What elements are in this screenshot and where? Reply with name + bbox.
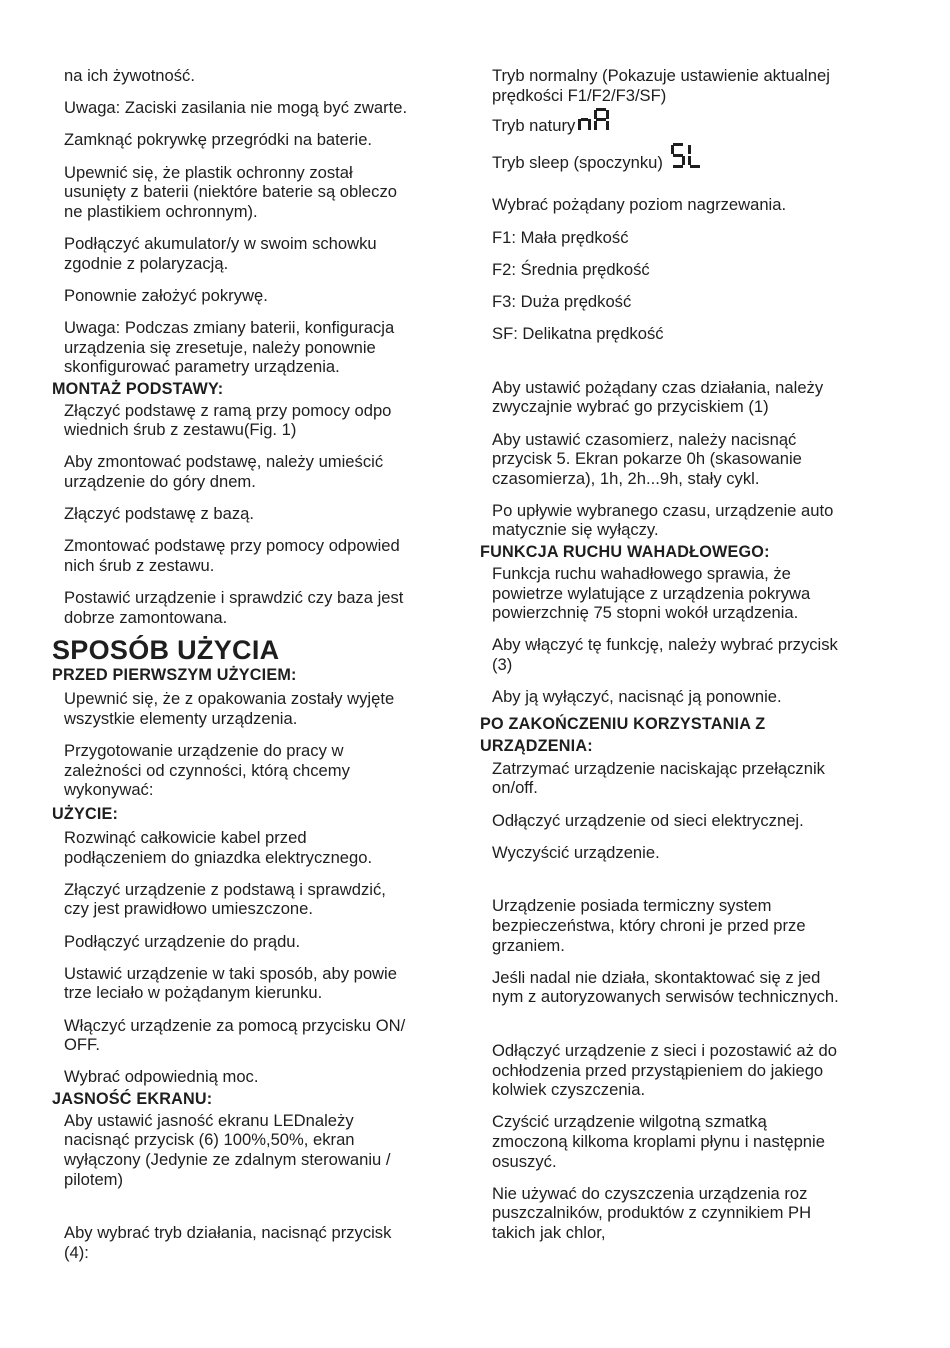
paragraph-po-2: Odłączyć urządzenie od sieci elektrycznej. [492, 810, 804, 830]
left-column [52, 66, 452, 1262]
heading-jasnosc-ekranu: JASNOŚĆ EKRANU: [52, 1089, 213, 1108]
paragraph-tryb-sleep-row [480, 143, 890, 173]
paragraph-funkcja-3: Aby ją wyłączyć, nacisnąć ją ponownie. [492, 687, 782, 707]
paragraph-montaz-5: Postawić urządzenie i sprawdzić czy baza jest dobrze zamontowana. [64, 588, 404, 627]
paragraph-czas-3: Po upływie wybranego czasu, urządzenie auto matycznie się wyłączy. [492, 500, 834, 540]
paragraph-termo-1: Urządzenie posiada termiczny system bezpieczeństwa, który chroni je przed prze grzaniem. [492, 896, 806, 955]
paragraph-sf: SF: Delikatna prędkość [492, 324, 664, 344]
section-title-sposob-uzycia: SPOSÓB UŻYCIA [52, 635, 280, 666]
paragraph-uwaga-baterie: Uwaga: Podczas zmiany baterii, konfiguracja urządzenia się zresetuje, należy ponownie skonfigurować parametry urządzenia. [64, 317, 395, 377]
paragraph-funkcja-2: Aby włączyć tę funkcję, należy wybrać przycisk (3) [492, 635, 838, 675]
paragraph-termo-2: Jeśli nadal nie działa, skontaktować się z jed nym z autoryzowanych serwisów technicznych. [492, 967, 839, 1007]
paragraph-intro: na ich żywotność. [64, 66, 195, 85]
paragraph-uzycie-2: Złączyć urządzenie z podstawą i sprawdzić, czy jest prawidłowo umieszczone. [64, 879, 386, 919]
paragraph-po-3: Wyczyścić urządzenie. [492, 842, 660, 862]
paragraph-montaz-1: Złączyć podstawę z ramą przy pomocy odpo wiednich śrub z zestawu(Fig. 1) [64, 400, 392, 440]
paragraph-uzycie-5: Włączyć urządzenie za pomocą przycisku ON/ OFF. [64, 1015, 406, 1055]
paragraph-uwaga-zaciski: Uwaga: Zaciski zasilania nie mogą być zwarte. [64, 98, 408, 118]
paragraph-funkcja-1: Funkcja ruchu wahadłowego sprawia, że powietrze wylatujące z urządzenia pokrywa powierzchnię 75 stopni wokół urządzenia. [492, 564, 811, 623]
paragraph-uzycie-4: Ustawić urządzenie w taki sposób, aby powie trze leciało w pożądanym kierunku. [64, 963, 397, 1003]
paragraph-czyszczenie-3: Nie używać do czyszczenia urządzenia roz puszczalników, produktów z czynnikiem PH takich jak chlor, [492, 1183, 812, 1242]
paragraph-czyszczenie-2: Czyścić urządzenie wilgotną szmatką zmoczoną kilkoma kroplami płynu i następnie osuszyć. [492, 1112, 825, 1171]
seven-segment-sl-icon [670, 143, 702, 169]
paragraph-tryb-natury: Tryb natury [492, 116, 576, 136]
heading-funkcja-ruchu: FUNKCJA RUCHU WAHADŁOWEGO: [480, 543, 770, 562]
paragraph-f3: F3: Duża prędkość [492, 291, 632, 311]
heading-uzycie: UŻYCIE: [52, 804, 119, 823]
paragraph-uzycie-6: Wybrać odpowiednią moc. [64, 1067, 259, 1087]
paragraph-przed-1: Upewnić się, że z opakowania zostały wyjęte wszystkie elementy urządzenia. [64, 689, 395, 728]
paragraph-uzycie-1: Rozwinąć całkowicie kabel przed podłączeniem do gniazdka elektrycznego. [64, 827, 373, 867]
paragraph-f1: F1: Mała prędkość [492, 227, 629, 247]
paragraph-pokrywka: Zamknąć pokrywkę przegródki na baterie. [64, 130, 373, 150]
paragraph-tryb-sleep: Tryb sleep (spoczynku) [492, 152, 663, 172]
paragraph-ponownie: Ponownie założyć pokrywę. [64, 285, 268, 305]
heading-po-zakonczeniu: PO ZAKOŃCZENIU KORZYSTANIA Z URZĄDZENIA: [480, 714, 766, 755]
heading-montaz-podstawy: MONTAŻ PODSTAWY: [52, 379, 224, 398]
paragraph-tryb-dzialania: Aby wybrać tryb działania, nacisnąć przycisk (4): [64, 1223, 392, 1262]
paragraph-montaz-2: Aby zmontować podstawę, należy umieścić urządzenie do góry dnem. [64, 452, 384, 492]
paragraph-przed-2: Przygotowanie urządzenie do pracy w zależności od czynności, którą chcemy wykonywać: [64, 741, 350, 800]
paragraph-czyszczenie-1: Odłączyć urządzenie z sieci i pozostawić aż do ochłodzenia przed przystąpieniem do jakiego kolwiek czyszczenia. [492, 1040, 837, 1100]
paragraph-uzycie-3: Podłączyć urządzenie do prądu. [64, 931, 301, 951]
paragraph-czas-1: Aby ustawić pożądany czas działania, należy zwyczajnie wybrać go przyciskiem (1) [492, 377, 824, 417]
paragraph-montaz-4: Zmontować podstawę przy pomocy odpowied nich śrub z zestawu. [64, 536, 400, 576]
heading-przed-pierwszym-uzyciem: PRZED PIERWSZYM UŻYCIEM: [52, 666, 297, 685]
paragraph-czas-2: Aby ustawić czasomierz, należy nacisnąć przycisk 5. Ekran pokarze 0h (skasowanie czasomierza), 1h, 2h...9h, stały cykl. [492, 429, 802, 488]
right-column [480, 66, 890, 1242]
paragraph-f2: F2: Średnia prędkość [492, 259, 650, 279]
seven-segment-na-icon [577, 108, 611, 132]
paragraph-po-1: Zatrzymać urządzenie naciskając przełącznik on/off. [492, 758, 825, 798]
paragraph-tryb-normalny: Tryb normalny (Pokazuje ustawienie aktualnej prędkości F1/F2/F3/SF) [492, 66, 830, 105]
paragraph-montaz-3: Złączyć podstawę z bazą. [64, 504, 254, 524]
paragraph-plastik: Upewnić się, że plastik ochronny został usunięty z baterii (niektóre baterie są obleczo ne plastikiem ochronnym). [64, 162, 397, 221]
paragraph-akumulator: Podłączyć akumulator/y w swoim schowku zgodnie z polaryzacją. [64, 233, 377, 273]
paragraph-jasnosc: Aby ustawić jasność ekranu LEDnależy nacisnąć przycisk (6) 100%,50%, ekran wyłączony (Jedynie ze zdalnym sterowaniu / pilotem) [64, 1110, 391, 1189]
paragraph-tryb-natury-row [480, 108, 890, 136]
paragraph-nagrzewanie: Wybrać pożądany poziom nagrzewania. [492, 195, 787, 215]
